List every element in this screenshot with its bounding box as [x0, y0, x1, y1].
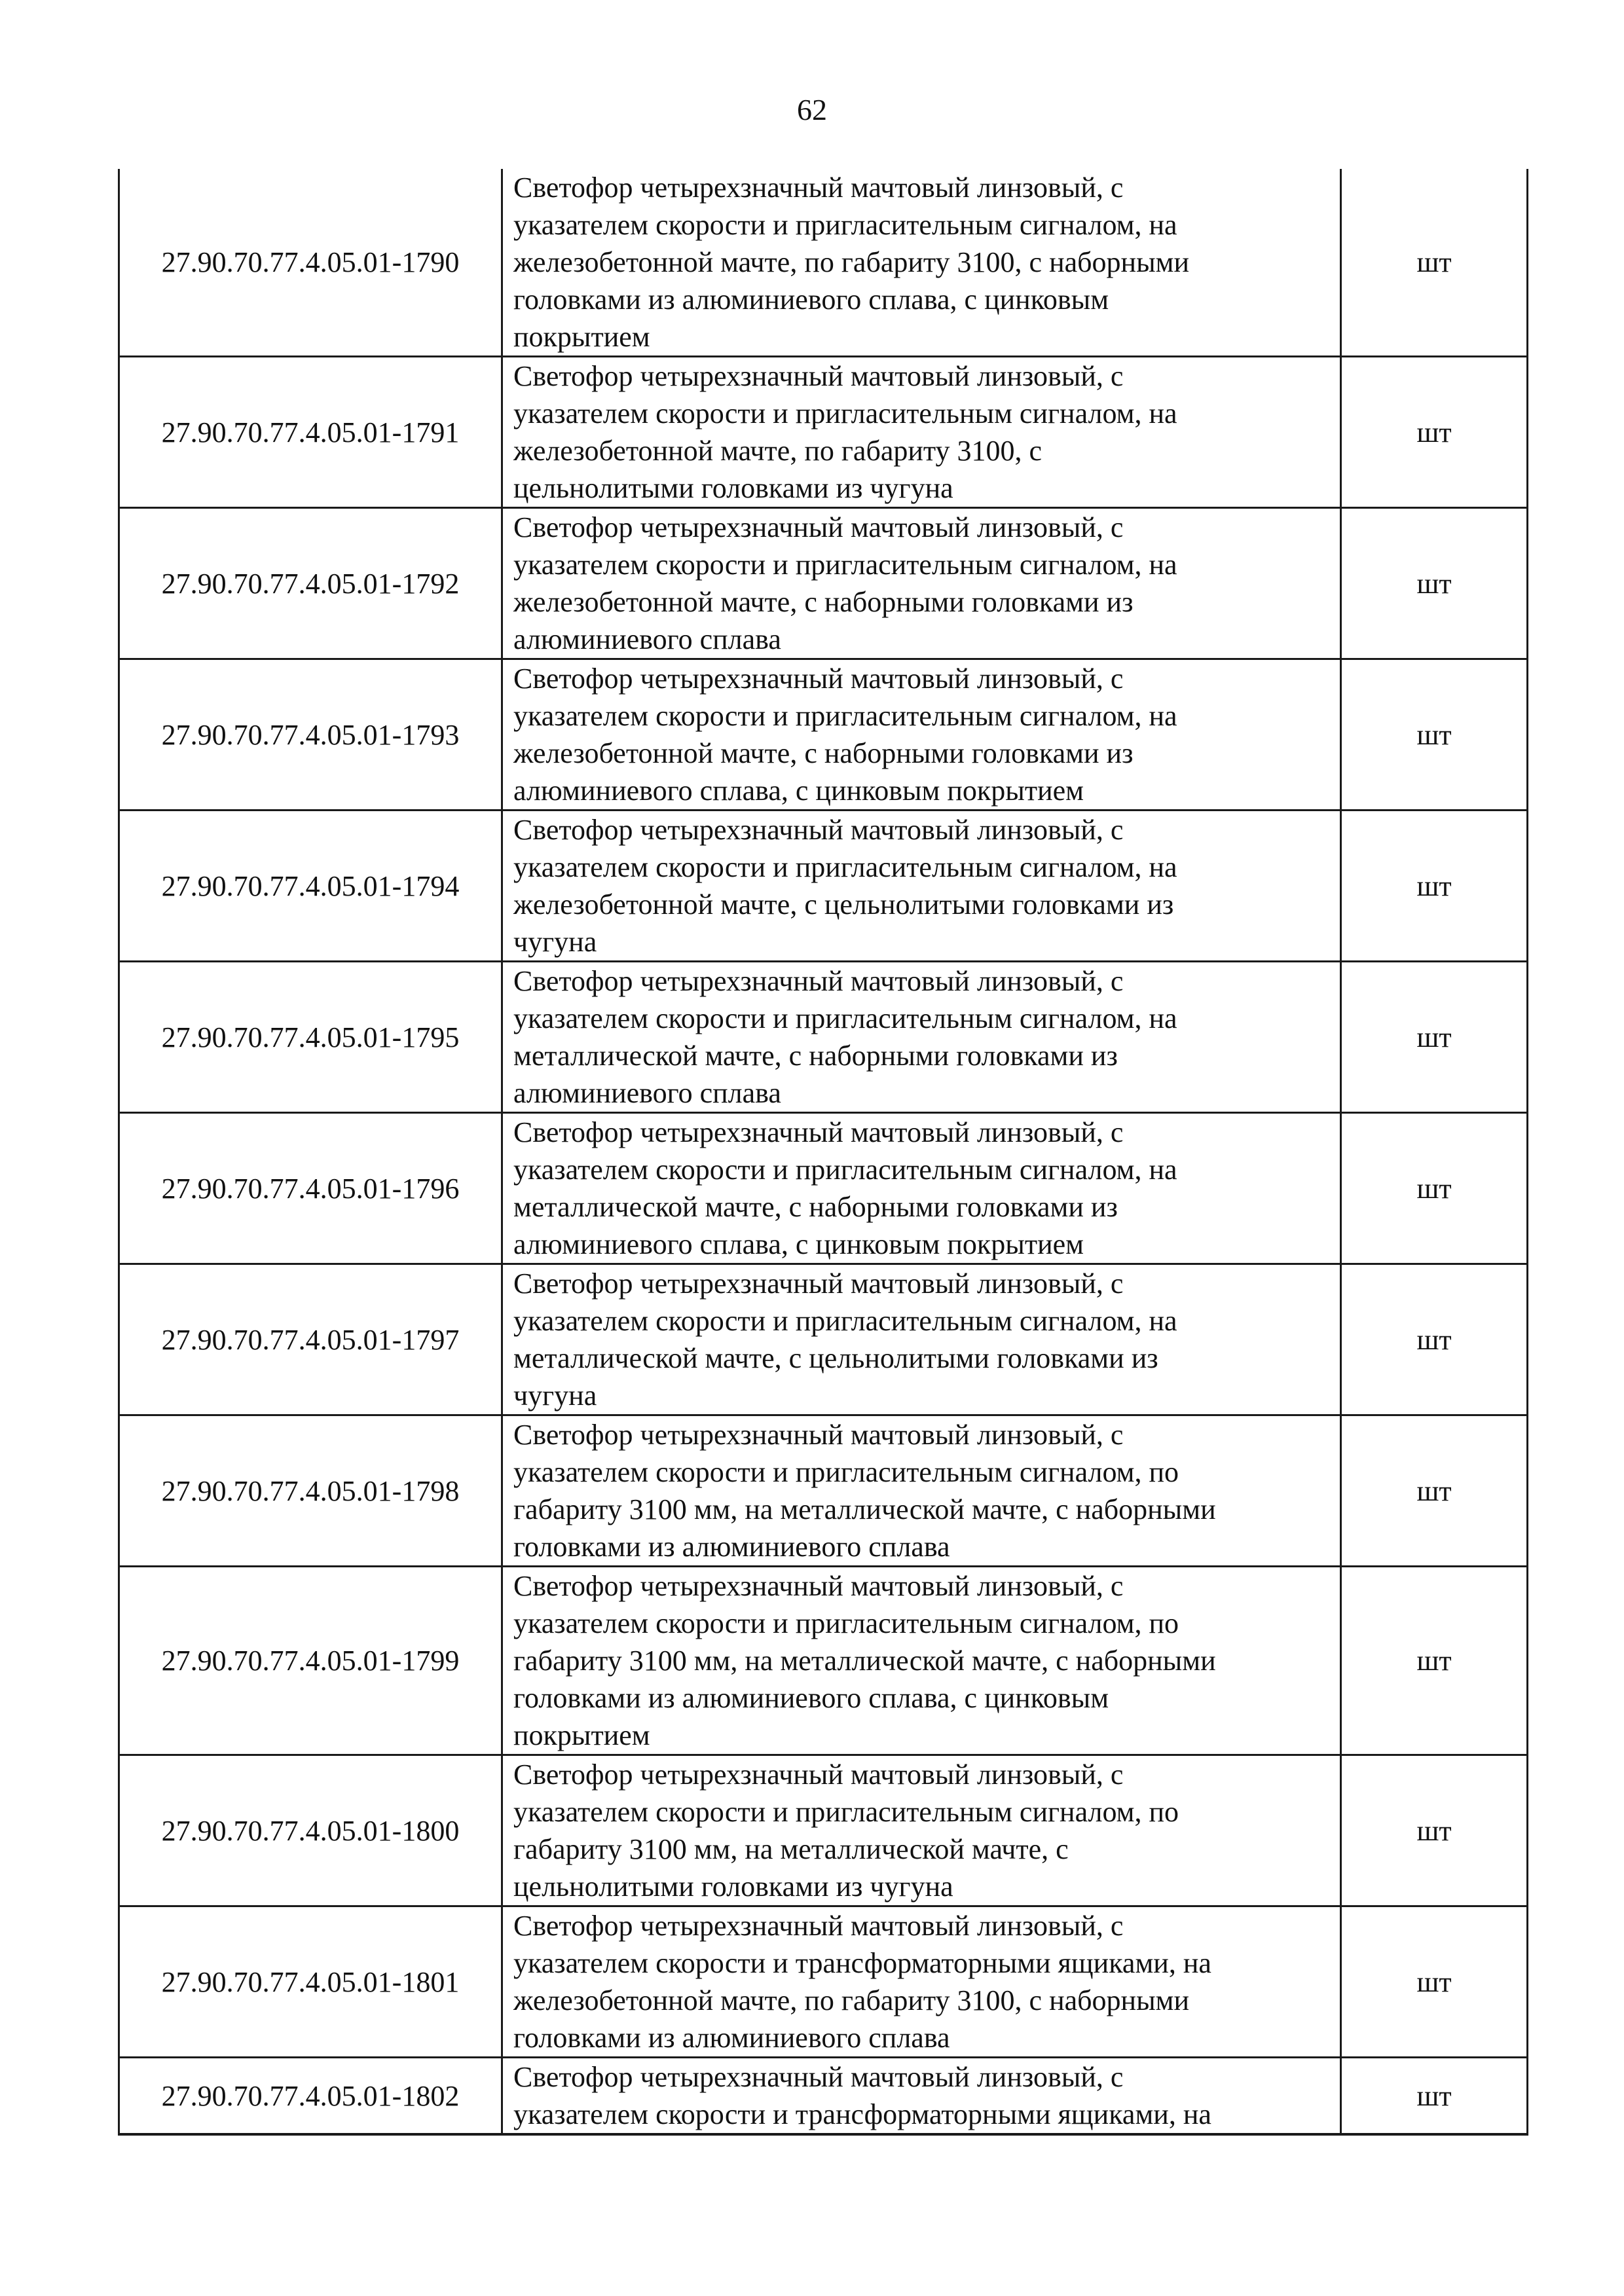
- description-line: Светофор четырехзначный мачтовый линзовый, с: [513, 360, 1124, 392]
- description-line: головками из алюминиевого сплава: [513, 1531, 950, 1563]
- description-line: железобетонной мачте, с наборными головками из: [513, 586, 1134, 618]
- description-line: указателем скорости и пригласительным сигналом, на: [513, 851, 1177, 883]
- description-line: покрытием: [513, 321, 650, 353]
- row-description: [502, 659, 1341, 811]
- description-line: железобетонной мачте, по габариту 3100, с наборными: [513, 1984, 1190, 2016]
- catalog-table-body: [119, 169, 1528, 2134]
- description-line: алюминиевого сплава: [513, 1077, 781, 1109]
- description-line: железобетонной мачте, с цельнолитыми головками из: [513, 888, 1174, 920]
- description-line: алюминиевого сплава, с цинковым покрытием: [513, 774, 1084, 807]
- row-unit: шт: [1341, 1415, 1528, 1567]
- description-line: указателем скорости и пригласительным сигналом, на: [513, 1002, 1177, 1034]
- row-code: 27.90.70.77.4.05.01-1800: [119, 1755, 502, 1906]
- description-line: Светофор четырехзначный мачтовый линзовый, с: [513, 814, 1124, 846]
- description-line: металлической мачте, с цельнолитыми головками из: [513, 1342, 1158, 1374]
- row-code: 27.90.70.77.4.05.01-1794: [119, 811, 502, 962]
- description-line: указателем скорости и пригласительным сигналом, по: [513, 1796, 1179, 1828]
- row-code: 27.90.70.77.4.05.01-1801: [119, 1906, 502, 2058]
- table-row: [119, 357, 1528, 508]
- description-line: железобетонной мачте, по габариту 3100, с наборными: [513, 246, 1190, 278]
- row-description: [502, 962, 1341, 1113]
- row-unit: шт: [1341, 169, 1528, 357]
- row-description: [502, 1567, 1341, 1755]
- description-line: габариту 3100 мм, на металлической мачте, с наборными: [513, 1645, 1216, 1677]
- row-code: 27.90.70.77.4.05.01-1802: [119, 2058, 502, 2135]
- row-description: [502, 811, 1341, 962]
- row-unit: шт: [1341, 1264, 1528, 1415]
- description-line: цельнолитыми головками из чугуна: [513, 1870, 953, 1903]
- table-row: [119, 1567, 1528, 1755]
- description-line: указателем скорости и пригласительным сигналом, на: [513, 700, 1177, 732]
- description-line: цельнолитыми головками из чугуна: [513, 472, 953, 504]
- row-code: 27.90.70.77.4.05.01-1793: [119, 659, 502, 811]
- row-unit: шт: [1341, 2058, 1528, 2135]
- description-line: железобетонной мачте, с наборными головками из: [513, 737, 1134, 769]
- table-row: [119, 962, 1528, 1113]
- table-row: [119, 2058, 1528, 2135]
- description-line: Светофор четырехзначный мачтовый линзовый, с: [513, 1758, 1124, 1791]
- description-line: указателем скорости и трансформаторными ящиками, на: [513, 2098, 1211, 2130]
- row-description: [502, 2058, 1341, 2135]
- description-line: Светофор четырехзначный мачтовый линзовый, с: [513, 1910, 1124, 1942]
- description-line: чугуна: [513, 1379, 597, 1412]
- description-line: покрытием: [513, 1719, 650, 1751]
- row-unit: шт: [1341, 1906, 1528, 2058]
- row-unit: шт: [1341, 508, 1528, 659]
- description-line: габариту 3100 мм, на металлической мачте, с: [513, 1833, 1069, 1865]
- row-unit: шт: [1341, 659, 1528, 811]
- description-line: Светофор четырехзначный мачтовый линзовый, с: [513, 1570, 1124, 1602]
- description-line: алюминиевого сплава: [513, 623, 781, 655]
- table-row: [119, 1113, 1528, 1264]
- table-row: [119, 811, 1528, 962]
- page-number: 62: [797, 93, 827, 126]
- row-description: [502, 1906, 1341, 2058]
- row-unit: шт: [1341, 1113, 1528, 1264]
- catalog-table: [118, 169, 1528, 2136]
- row-code: 27.90.70.77.4.05.01-1795: [119, 962, 502, 1113]
- table-row: [119, 659, 1528, 811]
- description-line: Светофор четырехзначный мачтовый линзовый, с: [513, 1267, 1124, 1300]
- row-unit: шт: [1341, 1755, 1528, 1906]
- description-line: головками из алюминиевого сплава: [513, 2022, 950, 2054]
- table-row: [119, 1906, 1528, 2058]
- row-description: [502, 1415, 1341, 1567]
- description-line: головками из алюминиевого сплава, с цинковым: [513, 1682, 1109, 1714]
- row-code: 27.90.70.77.4.05.01-1799: [119, 1567, 502, 1755]
- description-line: металлической мачте, с наборными головками из: [513, 1191, 1118, 1223]
- table-row: [119, 169, 1528, 357]
- table-row: [119, 508, 1528, 659]
- row-code: 27.90.70.77.4.05.01-1798: [119, 1415, 502, 1567]
- row-code: 27.90.70.77.4.05.01-1796: [119, 1113, 502, 1264]
- description-line: указателем скорости и трансформаторными ящиками, на: [513, 1947, 1211, 1979]
- description-line: указателем скорости и пригласительным сигналом, на: [513, 209, 1177, 241]
- description-line: алюминиевого сплава, с цинковым покрытием: [513, 1228, 1084, 1260]
- row-unit: шт: [1341, 1567, 1528, 1755]
- table-row: [119, 1415, 1528, 1567]
- row-unit: шт: [1341, 962, 1528, 1113]
- table-row: [119, 1264, 1528, 1415]
- description-line: Светофор четырехзначный мачтовый линзовый, с: [513, 172, 1124, 204]
- row-description: [502, 508, 1341, 659]
- description-line: Светофор четырехзначный мачтовый линзовый, с: [513, 511, 1124, 543]
- description-line: указателем скорости и пригласительным сигналом, по: [513, 1456, 1179, 1488]
- description-line: указателем скорости и пригласительным сигналом, по: [513, 1607, 1179, 1639]
- description-line: указателем скорости и пригласительным сигналом, на: [513, 1305, 1177, 1337]
- description-line: металлической мачте, с наборными головками из: [513, 1040, 1118, 1072]
- description-line: Светофор четырехзначный мачтовый линзовый, с: [513, 2061, 1124, 2093]
- row-code: 27.90.70.77.4.05.01-1790: [119, 169, 502, 357]
- row-description: [502, 169, 1341, 357]
- description-line: указателем скорости и пригласительным сигналом, на: [513, 397, 1177, 429]
- table-row: [119, 1755, 1528, 1906]
- description-line: указателем скорости и пригласительным сигналом, на: [513, 549, 1177, 581]
- row-code: 27.90.70.77.4.05.01-1791: [119, 357, 502, 508]
- description-line: головками из алюминиевого сплава, с цинковым: [513, 283, 1109, 316]
- row-description: [502, 1113, 1341, 1264]
- row-code: 27.90.70.77.4.05.01-1797: [119, 1264, 502, 1415]
- description-line: чугуна: [513, 926, 597, 958]
- description-line: указателем скорости и пригласительным сигналом, на: [513, 1154, 1177, 1186]
- row-unit: шт: [1341, 811, 1528, 962]
- description-line: Светофор четырехзначный мачтовый линзовый, с: [513, 1116, 1124, 1148]
- description-line: Светофор четырехзначный мачтовый линзовый, с: [513, 663, 1124, 695]
- row-description: [502, 1264, 1341, 1415]
- row-unit: шт: [1341, 357, 1528, 508]
- description-line: железобетонной мачте, по габариту 3100, с: [513, 435, 1043, 467]
- row-description: [502, 1755, 1341, 1906]
- description-line: Светофор четырехзначный мачтовый линзовый, с: [513, 965, 1124, 997]
- row-description: [502, 357, 1341, 508]
- row-code: 27.90.70.77.4.05.01-1792: [119, 508, 502, 659]
- description-line: габариту 3100 мм, на металлической мачте, с наборными: [513, 1493, 1216, 1525]
- description-line: Светофор четырехзначный мачтовый линзовый, с: [513, 1419, 1124, 1451]
